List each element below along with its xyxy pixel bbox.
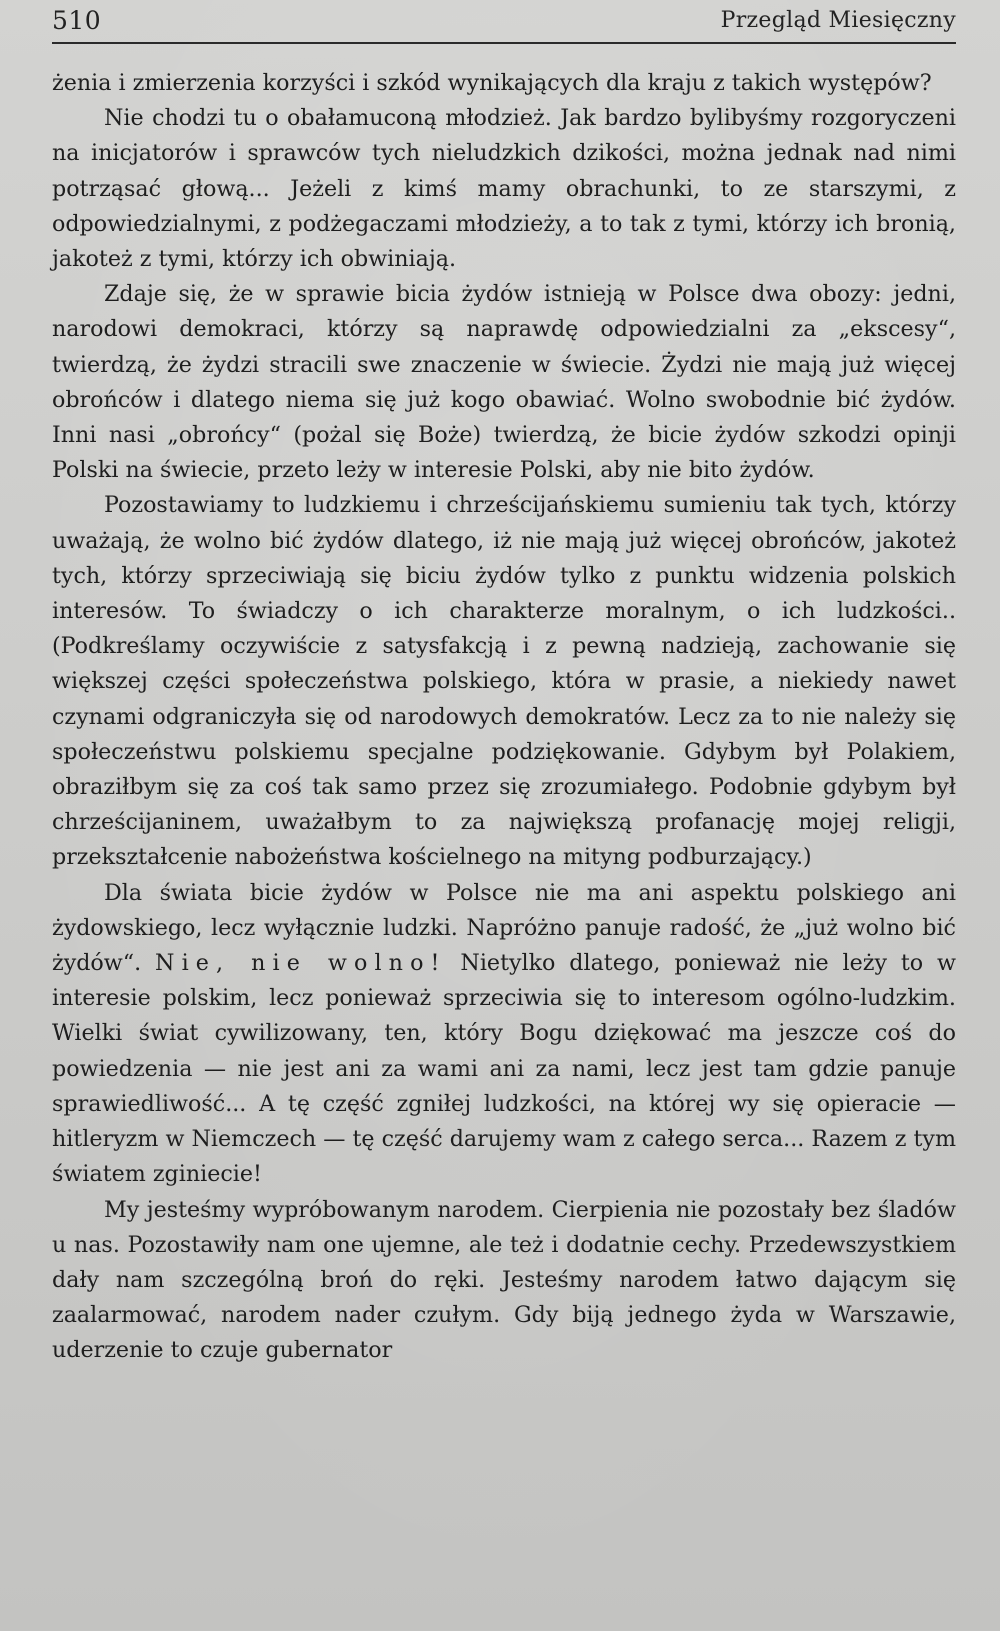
paragraph-text: Nietylko dlatego, ponieważ nie leży to w interesie polskim, lecz ponieważ sprzeciwia się to interesom ogólno-ludzkim. Wielki świat cywilizowany, ten, który Bogu dziękować ma jeszcze coś do powiedzenia — nie jest ani za wami ani za nami, lecz jest tam gdzie panuje sprawiedliwość... A tę część zgniłej ludzkości, na której wy się opieracie — hitleryzm w Niemczech — tę część darujemy wam z całego serca... Razem z tym światem zginiecie! [52, 950, 956, 1188]
page-number: 510 [52, 6, 102, 35]
paragraph-text: Dla świata bicie żydów w Polsce nie ma ani aspektu polskiego ani żydowskiego, lecz wyłącznie ludzki. Napróżno panuje radość, że „już wolno bić żydów“. [52, 879, 956, 977]
paragraph-text: Nie chodzi tu o obałamuconą młodzież. Jak bardzo bylibyśmy rozgoryczeni na inicjatorów i sprawców tych nieludzkich dzikości, można jednak nad nimi potrząsać głową... Jeżeli z kimś mamy obrachunki, to ze starszymi, z odpowiedzialnymi, z podżegaczami młodzieży, a to tak z tymi, którzy ich bronią, jakoteż z tymi, którzy ich obwiniają. [52, 105, 956, 273]
page-header [52, 2, 956, 44]
paragraph-text: żenia i zmierzenia korzyści i szkód wynikających dla kraju z takich występów? [52, 70, 932, 96]
paragraph [52, 277, 956, 488]
body-text [52, 66, 956, 1369]
paragraph-text: Zdaje się, że w sprawie bicia żydów istnieją w Polsce dwa obozy: jedni, narodowi demokraci, którzy są naprawdę odpowiedzialni za „ekscesy“, twierdzą, że żydzi stracili swe znaczenie w świecie. Żydzi nie mają już więcej obrońców i dlatego niema się już kogo obawiać. Wolno swobodnie bić żydów. Inni nasi „obrońcy“ (pożal się Boże) twierdzą, że bicie żydów szkodzi opinji Polski na świecie, przeto leży w interesie Polski, aby nie bito żydów. [52, 281, 956, 484]
paragraph [52, 488, 956, 875]
paragraph [52, 876, 956, 1193]
emphasis-spaced-text: Nie, nie wolno! [155, 950, 447, 977]
paragraph-text: My jesteśmy wypróbowanym narodem. Cierpienia nie pozostały bez śladów u nas. Pozostawiły nam one ujemne, ale też i dodatnie cechy. Przedewszystkiem dały nam szczególną broń do ręki. Jesteśmy narodem łatwo dającym się zaalarmować, narodem nader czułym. Gdy biją jednego żyda w Warszawie, uderzenie to czuje gubernator [52, 1196, 956, 1364]
running-title: Przegląd Miesięczny [720, 8, 956, 33]
paragraph [52, 101, 956, 277]
paragraph [52, 1193, 956, 1369]
paragraph-text: Pozostawiamy to ludzkiemu i chrześcijańskiemu sumieniu tak tych, którzy uważają, że wolno bić żydów dlatego, iż nie mają już więcej obrońców, jakoteż tych, którzy sprzeciwiają się biciu żydów tylko z punktu widzenia polskich interesów. To świadczy o ich charakterze moralnym, o ich ludzkości.. (Podkreślamy oczywiście z satysfakcją i z pewną nadzieją, zachowanie się większej części społeczeństwa polskiego, która w prasie, a niekiedy nawet czynami odgraniczyła się od narodowych demokratów. Lecz za to nie należy się społeczeństwu polskiemu specjalne podziękowanie. Gdybym był Polakiem, obraziłbym się za coś tak samo przez się zrozumiałego. Podobnie gdybym był chrześcijaninem, uważałbym to za największą profanację mojej religji, przekształcenie nabożeństwa kościelnego na mityng podburzający.) [52, 492, 956, 871]
paragraph-continued [52, 66, 956, 101]
